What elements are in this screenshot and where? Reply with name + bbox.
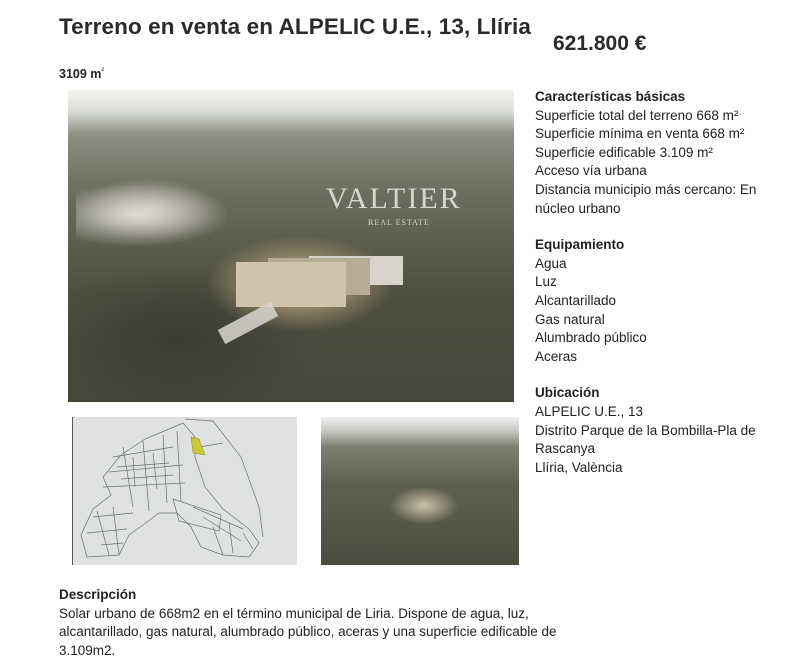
watermark-brand: VALTIER bbox=[326, 182, 462, 215]
page-title: Terreno en venta en ALPELIC U.E., 13, Llíria bbox=[59, 14, 532, 39]
plot-area bbox=[59, 66, 104, 81]
equipamiento-item: Alumbrado público bbox=[535, 330, 647, 346]
map-outline-icon bbox=[73, 417, 297, 565]
caracteristicas-section bbox=[535, 88, 780, 218]
ubicacion-address: ALPELIC U.E., 13 bbox=[535, 403, 644, 419]
caracteristica-item: Acceso vía urbana bbox=[535, 163, 647, 179]
property-details-sidebar bbox=[535, 88, 780, 495]
price: 621.800 € bbox=[553, 32, 647, 55]
watermark-subtitle: REAL ESTATE bbox=[368, 218, 430, 227]
ubicacion-heading: Ubicación bbox=[535, 385, 600, 401]
plot-area-unit: ² bbox=[101, 66, 105, 75]
ubicacion-section bbox=[535, 384, 780, 477]
plot-area-value: 3109 m bbox=[59, 67, 102, 82]
equipamiento-section bbox=[535, 236, 780, 366]
photo-road-detail bbox=[218, 302, 278, 344]
equipamiento-item: Aceras bbox=[535, 348, 578, 364]
ubicacion-city: Llíria, València bbox=[535, 459, 623, 475]
description-section bbox=[59, 586, 559, 660]
equipamiento-item: Alcantarillado bbox=[535, 292, 617, 308]
caracteristica-item: Superficie total del terreno 668 m² bbox=[535, 107, 739, 123]
caracteristica-item: Distancia municipio más cercano: En núcleo urbano bbox=[535, 181, 757, 216]
equipamiento-item: Agua bbox=[535, 255, 567, 271]
description-heading: Descripción bbox=[59, 587, 137, 602]
photo-town-detail bbox=[76, 185, 226, 245]
secondary-property-photo bbox=[321, 417, 519, 565]
equipamiento-heading: Equipamiento bbox=[535, 237, 625, 253]
description-text: Solar urbano de 668m2 en el término municipal de Liria. Dispone de agua, luz, alcantarillado, gas natural, alumbrado público, aceras y una superficie edificable de 3.109m2. bbox=[59, 605, 557, 658]
equipamiento-item: Luz bbox=[535, 274, 557, 290]
photo-building-detail bbox=[236, 262, 346, 307]
main-property-photo bbox=[68, 90, 514, 402]
caracteristica-item: Superficie mínima en venta 668 m² bbox=[535, 126, 745, 142]
caracteristicas-heading: Características básicas bbox=[535, 89, 686, 104]
equipamiento-item: Gas natural bbox=[535, 311, 605, 327]
ubicacion-district: Distrito Parque de la Bombilla-Pla de Rascanya bbox=[535, 422, 756, 457]
caracteristica-item: Superficie edificable 3.109 m² bbox=[535, 144, 713, 160]
location-map bbox=[72, 417, 297, 565]
